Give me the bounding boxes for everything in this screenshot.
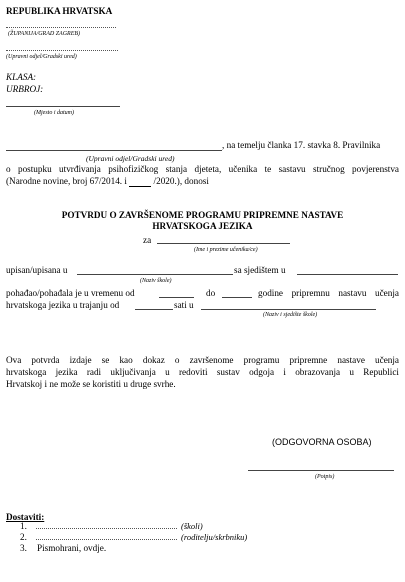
place-date-caption: (Mjesto i datum) [34,110,74,116]
enrolled-label: upisan/upisana u [6,265,68,275]
intro-line1-tail: , na temelju članka 17. stavka 8. Pravilnika [222,140,381,150]
school-name-seat-field-line[interactable] [201,309,376,310]
delivery-item-2-field[interactable] [36,539,177,540]
student-name-caption: (Ime i prezime učenika/ce) [194,247,258,253]
intro-line3 [6,176,209,187]
seat-label: sa sjedištem u [234,265,286,275]
county-caption: (ŽUPANIJA/GRAD ZAGREB) [8,31,81,37]
republic-heading: REPUBLIKA HRVATSKA [6,6,113,16]
document-title-line1: POTVRDU O ZAVRŠENOME PROGRAMU PRIPREMNE NASTAVE [61,210,344,220]
date-to-field-line[interactable] [222,297,252,298]
intro-line3-b: /2020.), donosi [153,176,209,186]
county-field-line[interactable] [6,27,116,28]
intro-office-field-line[interactable] [6,150,222,151]
intro-line2: o postupku utvrđivanja psihofizičkog stanja djeteta, učenika te sastavu stručnog povjerenstva [6,164,399,174]
amendment-number-field[interactable] [129,176,151,187]
office-field-line[interactable] [6,50,118,51]
school-caption: (Naziv škole) [140,278,172,284]
delivery-item-2-text: (roditelju/skrbniku) [181,532,248,542]
responsible-person-label: (ODGOVORNA OSOBA) [272,437,372,447]
intro-line3-a: (Narodne novine, broj 67/2014. i [6,176,127,186]
duration-label-b: sati u [174,300,194,310]
purpose-line3: Hrvatskoj i ne može se koristiti u druge svrhe. [6,379,176,389]
document-title-line2: HRVATSKOGA JEZIKA [152,221,253,231]
delivery-item-3-text: Pismohrani, ovdje. [37,543,107,553]
school-seat-caption: (Naziv i sjedište škole) [263,312,318,318]
intro-office-caption: (Upravni odjel/Gradski ured) [86,154,175,163]
attended-label-a: pohađao/pohađala je u vremenu od [6,288,135,298]
place-date-field-line[interactable] [6,106,120,107]
delivery-item-1-num: 1. [20,521,27,531]
delivery-item-2-num: 2. [20,532,27,542]
delivery-title: Dostaviti: [6,512,45,522]
signature-field-line[interactable] [248,470,394,471]
duration-label-a: hrvatskoga jezika u trajanju od [6,300,120,310]
school-name-field-line[interactable] [77,274,233,275]
urbroj-label: URBROJ: [6,84,44,94]
purpose-line1: Ova potvrda izdaje se kao dokaz o završenome programu pripremne nastave učenja [6,355,399,365]
office-caption: (Upravni odjel/Gradski ured) [6,54,77,60]
date-from-field-line[interactable] [159,297,194,298]
delivery-item-1-text: (školi) [181,521,203,531]
attended-label-b: do [206,288,216,298]
student-name-field-line[interactable] [157,243,290,244]
za-label: za [143,235,152,245]
attended-label-c: godine pripremnu nastavu učenja [258,288,399,298]
delivery-item-3-num: 3. [20,543,27,553]
klasa-label: KLASA: [6,72,37,82]
hours-field-line[interactable] [135,309,173,310]
delivery-item-1-field[interactable] [36,528,177,529]
signature-caption: (Potpis) [315,474,335,480]
purpose-line2: hrvatskoga jezika radi uključivanja u redoviti sustav odgoja i obrazovanja u Republici [6,367,399,377]
school-seat-field-line[interactable] [297,274,398,275]
